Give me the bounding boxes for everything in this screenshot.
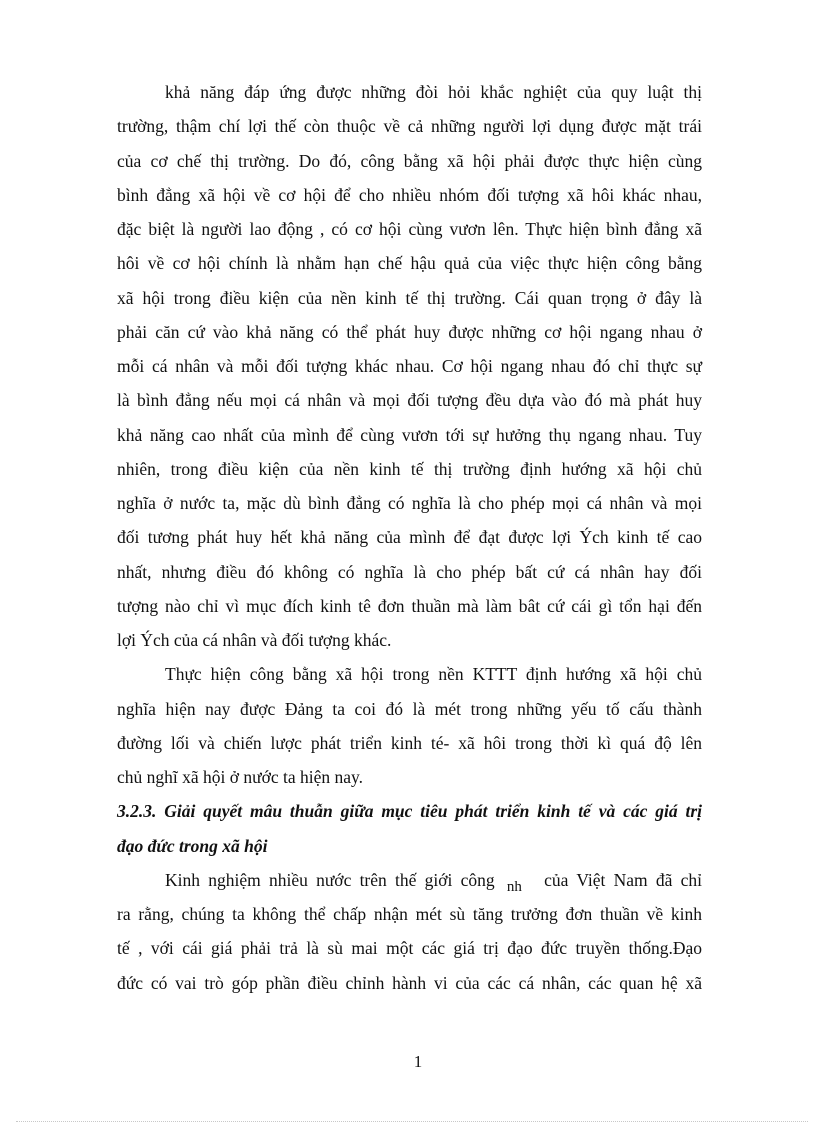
text-line: chủ nghĩ xã hội ở nước ta hiện nay. — [117, 767, 364, 787]
text-line: nhất, nhưng điều đó không có nghĩa là cho phép bất cứ cá nhân hay đối — [117, 561, 702, 582]
text-line: hôi về cơ hội chính là nhằm hạn chế hậu quả của việc thực hiện công bằng — [117, 253, 702, 274]
text-line: nghĩa ở nước ta, mặc dù bình đẳng có nghĩa là cho phép mọi cá nhân và mọi — [117, 493, 702, 513]
text-line — [165, 869, 702, 893]
text-line: bình đẳng xã hội về cơ hội để cho nhiều nhóm đối tượng xã hôi khác nhau, — [117, 184, 702, 205]
section-heading-line: 3.2.3. Giải quyết mâu thuẫn giữa mục tiêu phát triển kinh tế và các giá trị — [117, 801, 702, 822]
text-line: nghĩa hiện nay được Đảng ta coi đó là mét trong những yếu tố cấu thành — [117, 698, 702, 719]
text-line: Thực hiện công bằng xã hội trong nền KTTT định hướng xã hội chủ — [165, 664, 702, 685]
text-line: trường, thậm chí lợi thế còn thuộc về cả những người lợi dụng được mặt trái — [117, 116, 702, 137]
text-line: đối tương phát huy hết khả năng của mình để đạt được lợi Ých kinh tế cao — [117, 527, 702, 548]
text-line: khả năng đáp ứng được những đòi hỏi khắc nghiệt của quy luật thị — [165, 82, 702, 102]
text-line: tượng nào chỉ vì mục đích kinh tê đơn thuần mà làm bât cứ cái gì tổn hại đến — [117, 595, 702, 616]
text-segment: của Việt Nam đã chỉ — [544, 869, 703, 890]
text-line: của cơ chế thị trường. Do đó, công bằng xã hội phải được thực hiện cùng — [117, 150, 702, 171]
subscript-text: nh — [506, 878, 522, 895]
page-number: 1 — [413, 1052, 423, 1071]
text-line: ra rằng, chúng ta không thể chấp nhận mét sù tăng trưởng đơn thuần về kinh — [117, 904, 702, 924]
page-bottom-rule — [16, 1121, 808, 1122]
section-heading-line: đạo đức trong xã hội — [117, 835, 268, 856]
text-line: xã hội trong điều kiện của nền kinh tế thị trường. Cái quan trọng ở đây là — [117, 287, 702, 308]
text-line: mỗi cá nhân và mỗi đối tượng khác nhau. Cơ hội ngang nhau đó chỉ thực sự — [117, 356, 702, 376]
text-line: là bình đẳng nếu mọi cá nhân và mọi đối tượng đều dựa vào đó mà phát huy — [117, 390, 702, 411]
text-line: phải căn cứ vào khả năng có thể phát huy được những cơ hội ngang nhau ở — [117, 321, 702, 342]
text-line: khả năng cao nhất của mình để cùng vươn tới sự hưởng thụ ngang nhau. Tuy — [117, 424, 702, 445]
text-line: đức có vai trò góp phần điều chỉnh hành vi của các cá nhân, các quan hệ xã — [117, 972, 702, 993]
text-line: nhiên, trong điều kiện của nền kinh tế thị trường định hướng xã hội chủ — [117, 458, 702, 479]
text-segment: Kinh nghiệm nhiều nước trên thế giới công — [165, 869, 495, 890]
text-line: đường lối và chiến lược phát triển kinh té- xã hôi trong thời kì quá độ lên — [117, 732, 702, 753]
text-line: lợi Ých của cá nhân và đối tượng khác. — [117, 630, 392, 650]
text-line: đặc biệt là người lao động , có cơ hội cùng vươn lên. Thực hiện bình đẳng xã — [117, 219, 702, 239]
text-line: tế , với cái giá phải trả là sù mai một các giá trị đạo đức truyền thống.Đạo — [117, 938, 702, 959]
